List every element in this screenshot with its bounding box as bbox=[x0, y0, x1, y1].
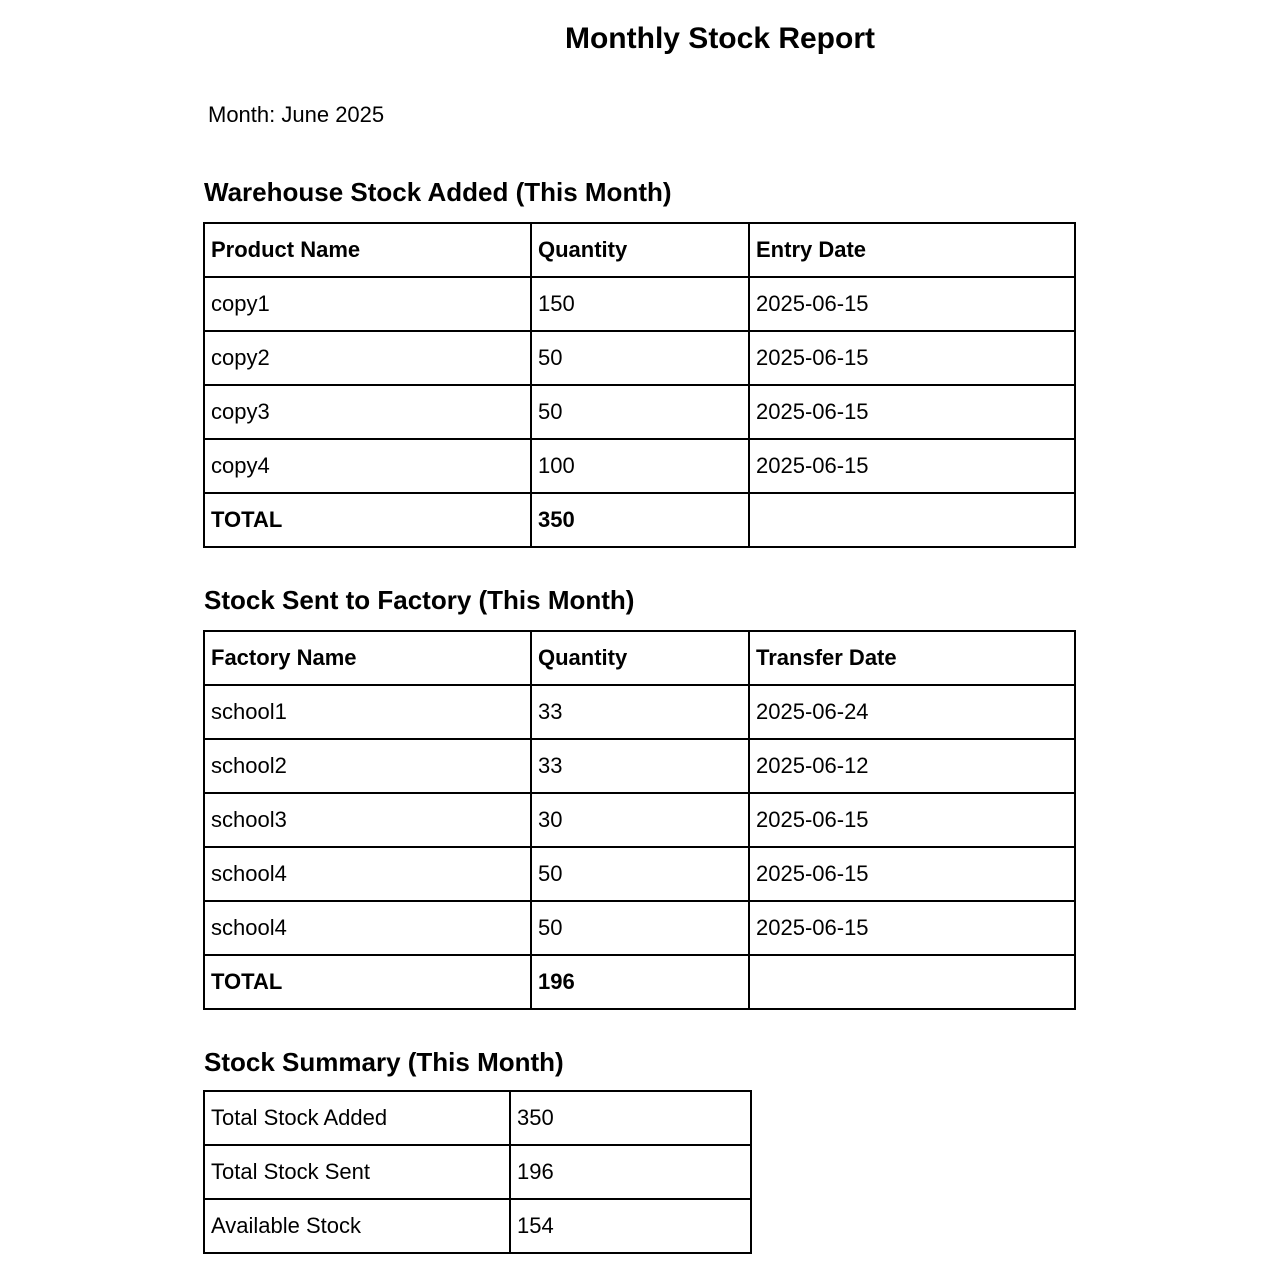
entry-date-cell: 2025-06-15 bbox=[749, 439, 1075, 493]
table-header-row bbox=[204, 631, 1075, 685]
quantity-cell: 33 bbox=[531, 739, 749, 793]
stock-summary-table bbox=[203, 1090, 752, 1254]
product-name-header: Product Name bbox=[204, 223, 531, 277]
quantity-cell: 50 bbox=[531, 331, 749, 385]
summary-row bbox=[204, 1145, 751, 1199]
table-row bbox=[204, 331, 1075, 385]
empty-cell bbox=[749, 955, 1075, 1009]
transfer-date-cell: 2025-06-15 bbox=[749, 847, 1075, 901]
table-row bbox=[204, 739, 1075, 793]
factory-name-cell: school2 bbox=[204, 739, 531, 793]
table-row bbox=[204, 901, 1075, 955]
entry-date-cell: 2025-06-15 bbox=[749, 385, 1075, 439]
factory-section-heading: Stock Sent to Factory (This Month) bbox=[204, 585, 635, 615]
warehouse-section-heading: Warehouse Stock Added (This Month) bbox=[204, 177, 672, 207]
total-row bbox=[204, 493, 1075, 547]
summary-section-heading: Stock Summary (This Month) bbox=[204, 1047, 564, 1077]
summary-value-cell: 154 bbox=[510, 1199, 751, 1253]
summary-label-cell: Available Stock bbox=[204, 1199, 510, 1253]
page-title: Monthly Stock Report bbox=[564, 22, 876, 55]
transfer-date-cell: 2025-06-15 bbox=[749, 793, 1075, 847]
quantity-header: Quantity bbox=[531, 223, 749, 277]
quantity-cell: 100 bbox=[531, 439, 749, 493]
total-label-cell: TOTAL bbox=[204, 955, 531, 1009]
table-row bbox=[204, 793, 1075, 847]
quantity-cell: 33 bbox=[531, 685, 749, 739]
factory-name-cell: school4 bbox=[204, 901, 531, 955]
empty-cell bbox=[749, 493, 1075, 547]
transfer-date-cell: 2025-06-12 bbox=[749, 739, 1075, 793]
total-label-cell: TOTAL bbox=[204, 493, 531, 547]
product-name-cell: copy1 bbox=[204, 277, 531, 331]
product-name-cell: copy4 bbox=[204, 439, 531, 493]
factory-transfer-table bbox=[203, 630, 1076, 1010]
entry-date-header: Entry Date bbox=[749, 223, 1075, 277]
product-name-cell: copy2 bbox=[204, 331, 531, 385]
quantity-header: Quantity bbox=[531, 631, 749, 685]
table-header-row bbox=[204, 223, 1075, 277]
table-row bbox=[204, 847, 1075, 901]
factory-name-header: Factory Name bbox=[204, 631, 531, 685]
summary-label-cell: Total Stock Sent bbox=[204, 1145, 510, 1199]
factory-name-cell: school1 bbox=[204, 685, 531, 739]
table-row bbox=[204, 385, 1075, 439]
summary-label-cell: Total Stock Added bbox=[204, 1091, 510, 1145]
table-row bbox=[204, 439, 1075, 493]
total-value-cell: 196 bbox=[531, 955, 749, 1009]
factory-name-cell: school3 bbox=[204, 793, 531, 847]
quantity-cell: 50 bbox=[531, 901, 749, 955]
entry-date-cell: 2025-06-15 bbox=[749, 277, 1075, 331]
report-month-label: Month: June 2025 bbox=[208, 102, 385, 127]
factory-name-cell: school4 bbox=[204, 847, 531, 901]
entry-date-cell: 2025-06-15 bbox=[749, 331, 1075, 385]
quantity-cell: 30 bbox=[531, 793, 749, 847]
table-row bbox=[204, 685, 1075, 739]
quantity-cell: 50 bbox=[531, 847, 749, 901]
summary-row bbox=[204, 1199, 751, 1253]
quantity-cell: 50 bbox=[531, 385, 749, 439]
product-name-cell: copy3 bbox=[204, 385, 531, 439]
transfer-date-cell: 2025-06-15 bbox=[749, 901, 1075, 955]
total-value-cell: 350 bbox=[531, 493, 749, 547]
table-row bbox=[204, 277, 1075, 331]
transfer-date-cell: 2025-06-24 bbox=[749, 685, 1075, 739]
summary-value-cell: 196 bbox=[510, 1145, 751, 1199]
warehouse-stock-table bbox=[203, 222, 1076, 548]
total-row bbox=[204, 955, 1075, 1009]
summary-row bbox=[204, 1091, 751, 1145]
summary-value-cell: 350 bbox=[510, 1091, 751, 1145]
transfer-date-header: Transfer Date bbox=[749, 631, 1075, 685]
quantity-cell: 150 bbox=[531, 277, 749, 331]
